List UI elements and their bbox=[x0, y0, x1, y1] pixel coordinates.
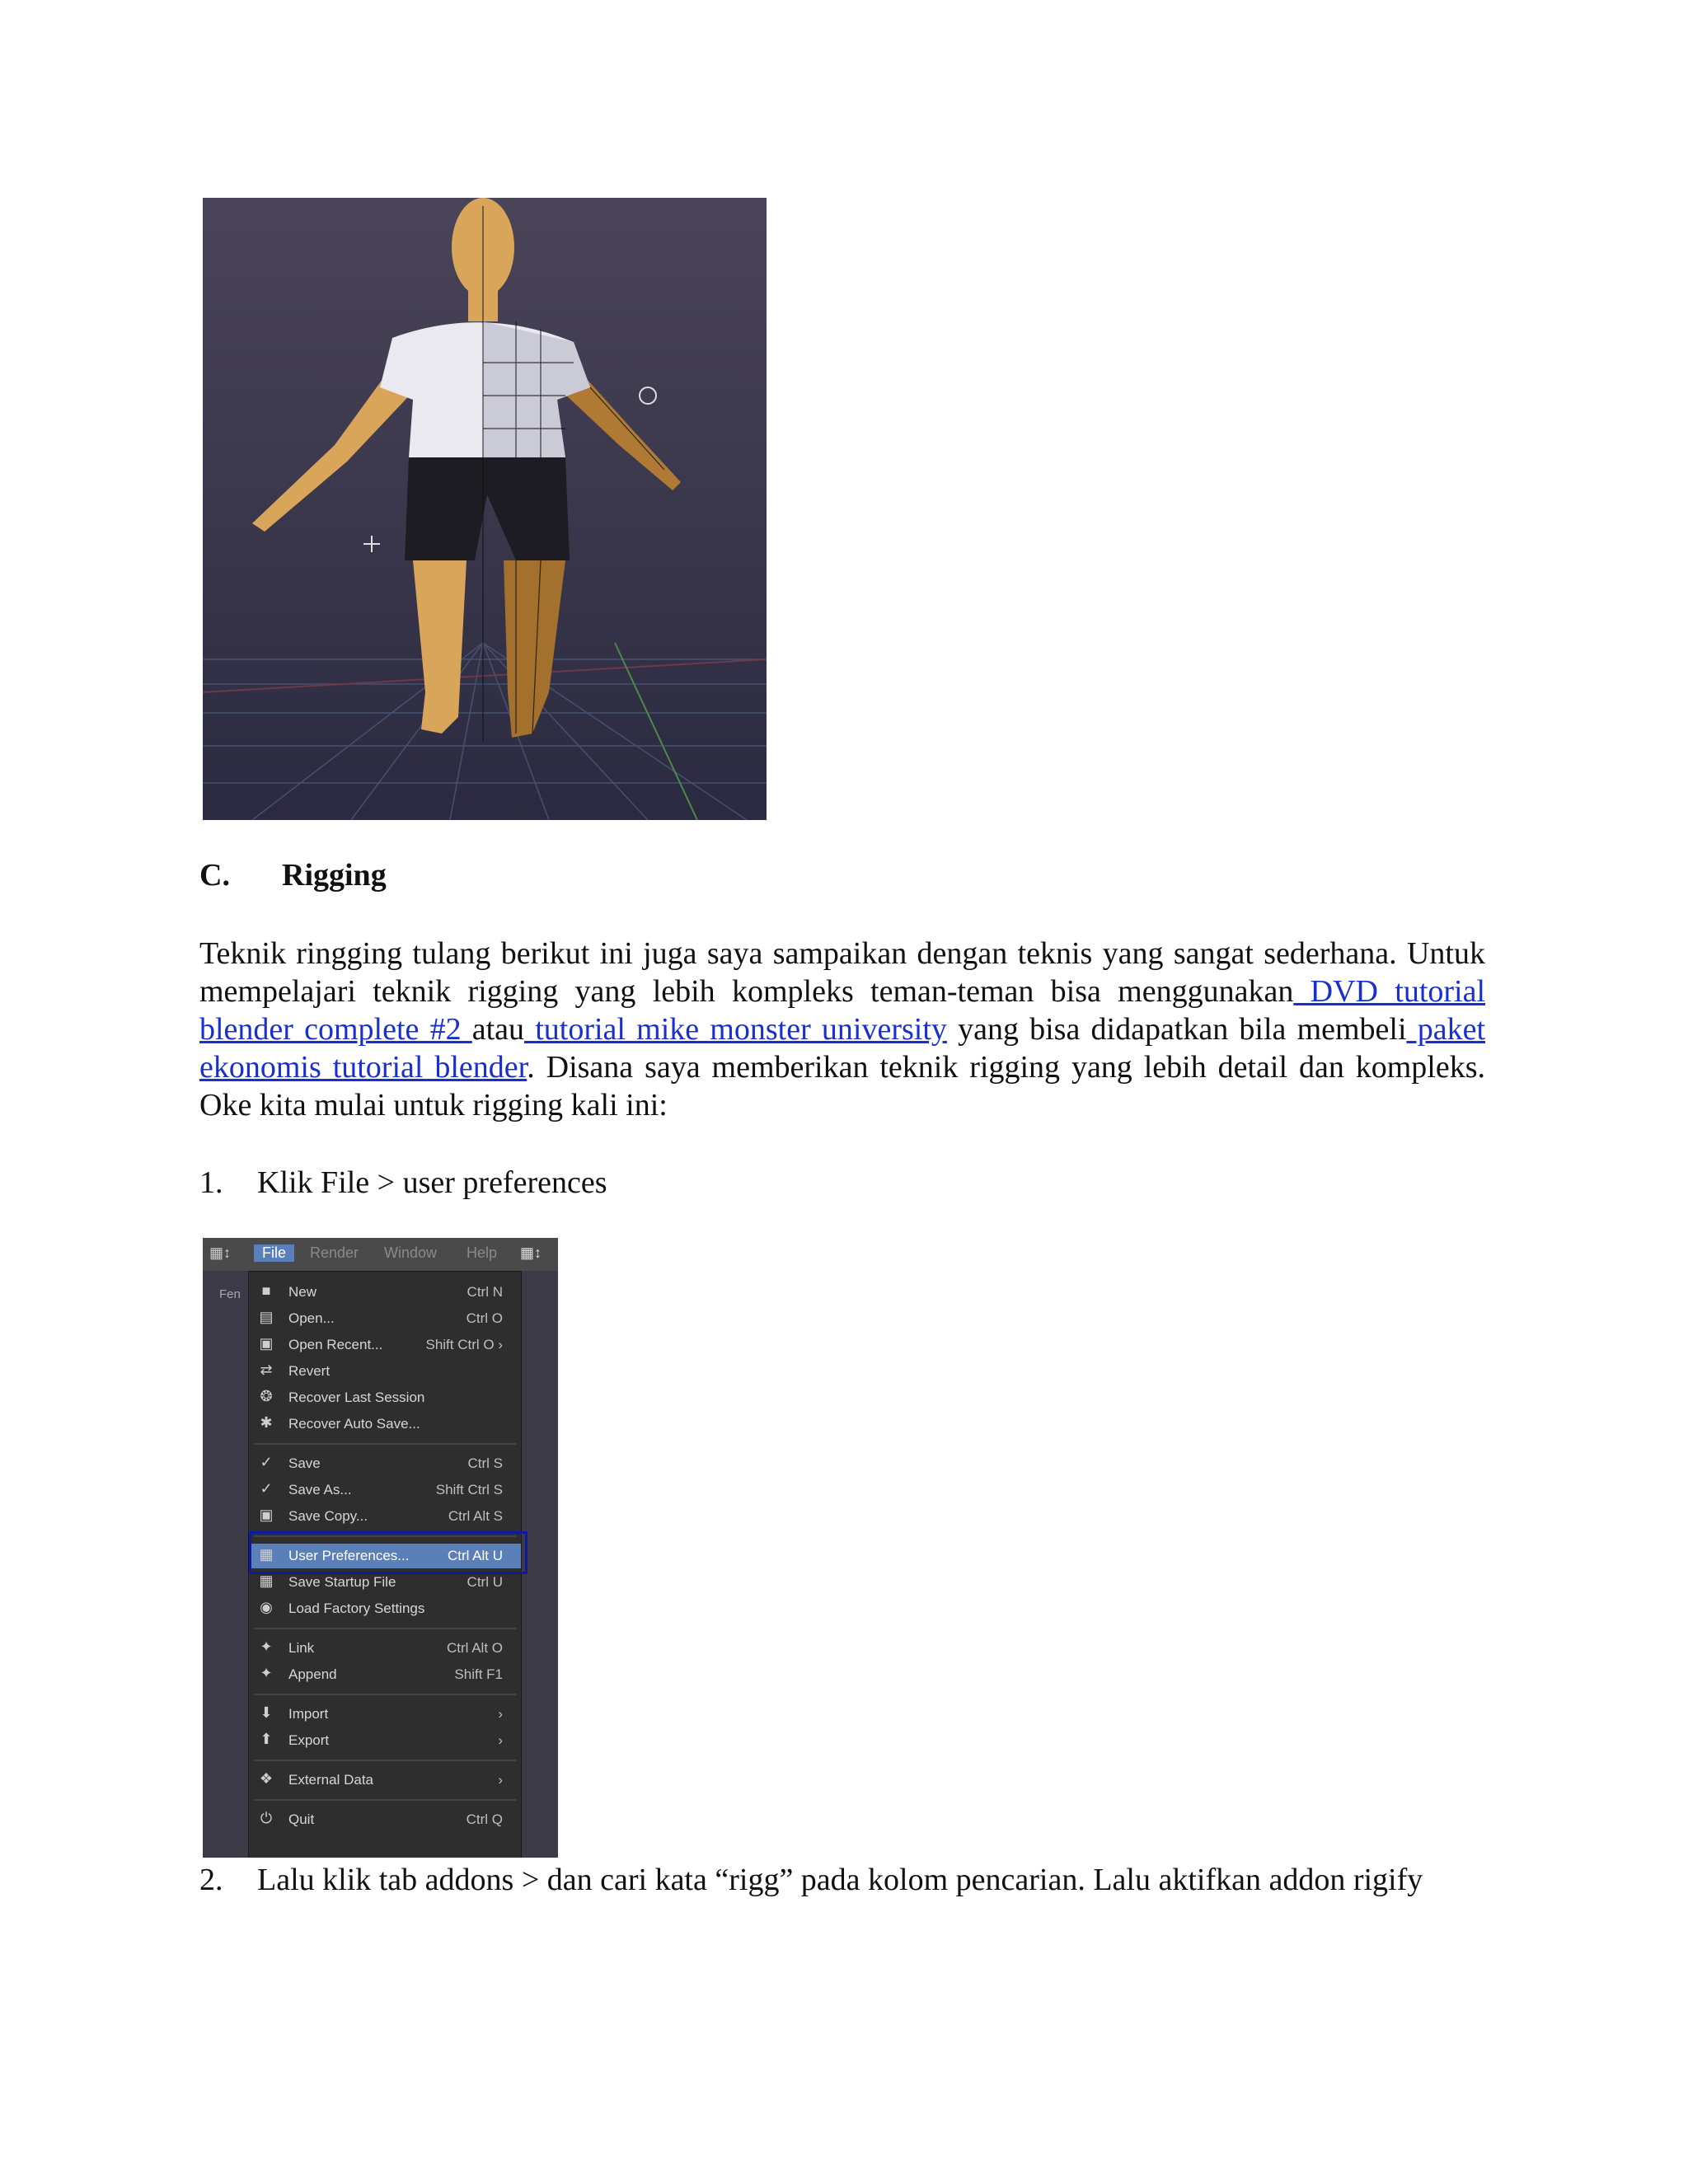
menu-item-label: Open Recent... bbox=[288, 1337, 383, 1352]
menu-item-shortcut: Ctrl Q bbox=[466, 1811, 503, 1827]
menu-item-shortcut: Ctrl U bbox=[467, 1574, 503, 1590]
menu-item-shortcut: Ctrl Alt O bbox=[446, 1640, 503, 1656]
recover-icon: ❂ bbox=[260, 1388, 273, 1404]
recover-auto-icon: ✱ bbox=[260, 1414, 273, 1431]
menu-separator bbox=[254, 1694, 516, 1695]
menu-item-export[interactable] bbox=[249, 1728, 521, 1753]
menu-item-label: Save As... bbox=[288, 1482, 352, 1497]
menu-item-shortcut: Ctrl N bbox=[467, 1284, 503, 1300]
menu-window[interactable]: Window bbox=[384, 1244, 438, 1261]
new-icon: ■ bbox=[261, 1282, 271, 1299]
menu-item-shortcut: › bbox=[498, 1732, 503, 1748]
menu-item-label: Revert bbox=[288, 1363, 331, 1379]
character-figure bbox=[203, 198, 767, 820]
quit-icon: ⏻ bbox=[260, 1810, 273, 1826]
step-2 bbox=[199, 1861, 1423, 1899]
editor-type-icon[interactable]: ▦↕ bbox=[209, 1244, 232, 1261]
file-menu-screenshot bbox=[203, 1238, 558, 1858]
menu-item-label: Open... bbox=[288, 1310, 335, 1326]
menu-item-append[interactable] bbox=[249, 1662, 521, 1687]
menu-item-shortcut: › bbox=[498, 1772, 503, 1788]
preferences-icon: ▦ bbox=[259, 1546, 274, 1563]
save-icon: ✓ bbox=[260, 1454, 273, 1470]
menu-item-save-as[interactable] bbox=[249, 1478, 521, 1502]
character-render bbox=[203, 198, 767, 820]
menu-separator bbox=[254, 1799, 516, 1801]
menu-item-shortcut: Ctrl S bbox=[467, 1455, 503, 1471]
menu-item-import[interactable] bbox=[249, 1702, 521, 1727]
menu-item-label: Save Copy... bbox=[288, 1508, 368, 1524]
menu-item-label: User Preferences... bbox=[288, 1548, 410, 1563]
external-data-icon: ❖ bbox=[259, 1770, 274, 1787]
save-copy-icon: ▣ bbox=[259, 1507, 274, 1523]
menu-item-recover-last-session[interactable] bbox=[249, 1385, 521, 1410]
step-number: 2. bbox=[199, 1863, 223, 1897]
menu-item-save[interactable] bbox=[249, 1451, 521, 1476]
mike-monster-link[interactable]: tutorial mike monster university bbox=[524, 1012, 947, 1047]
menu-item-label: Recover Auto Save... bbox=[288, 1416, 420, 1432]
section-title: Rigging bbox=[282, 858, 387, 893]
intro-text-3: yang bisa didapatkan bila membeli bbox=[946, 1012, 1407, 1047]
menu-item-label: Load Factory Settings bbox=[288, 1601, 425, 1616]
menu-item-new[interactable] bbox=[249, 1280, 521, 1305]
menu-item-shortcut: › bbox=[498, 1706, 503, 1722]
menu-item-open-recent[interactable] bbox=[249, 1333, 521, 1357]
open-icon: ▤ bbox=[259, 1309, 274, 1325]
highlight-box bbox=[249, 1531, 528, 1574]
menu-item-load-factory-settings[interactable] bbox=[249, 1596, 521, 1621]
menu-help[interactable]: Help bbox=[467, 1244, 498, 1261]
menu-item-shortcut: Shift Ctrl O › bbox=[425, 1337, 503, 1352]
menu-item-shortcut: Shift F1 bbox=[454, 1666, 503, 1682]
menu-separator bbox=[254, 1628, 516, 1629]
intro-text-1: Teknik ringging tulang berikut ini juga saya sampaikan dengan teknis yang sangat sederhana. Untuk mempelajari teknik rigging yang lebih kompleks teman-teman bisa menggunakan bbox=[199, 936, 1485, 1009]
export-icon: ⬆ bbox=[260, 1731, 273, 1747]
side-label: Fen bbox=[219, 1287, 241, 1301]
open-recent-icon: ▣ bbox=[259, 1335, 274, 1352]
menu-item-label: Import bbox=[288, 1706, 329, 1722]
dvd-tutorial-link[interactable]: DVD tutorial blender complete #2 bbox=[199, 974, 1486, 1047]
menu-item-label: New bbox=[288, 1284, 317, 1300]
menu-item-label: Save bbox=[288, 1455, 321, 1471]
link-icon: ✦ bbox=[260, 1638, 273, 1655]
factory-icon: ◉ bbox=[260, 1599, 273, 1615]
intro-text-4: . Disana saya memberikan teknik rigging yang lebih detail dan kompleks. Oke kita mulai untuk rigging kali ini: bbox=[199, 1050, 1486, 1122]
menu-item-shortcut: Shift Ctrl S bbox=[435, 1482, 503, 1497]
menu-item-quit[interactable] bbox=[249, 1807, 521, 1832]
menu-item-shortcut: Ctrl O bbox=[466, 1310, 503, 1326]
menu-item-revert[interactable] bbox=[249, 1359, 521, 1384]
menu-item-open[interactable] bbox=[249, 1306, 521, 1331]
menu-separator bbox=[254, 1760, 516, 1761]
menu-item-save-copy[interactable] bbox=[249, 1504, 521, 1529]
step-text: Klik File > user preferences bbox=[257, 1165, 607, 1200]
menu-item-label: External Data bbox=[288, 1772, 373, 1788]
menu-item-external-data[interactable] bbox=[249, 1768, 521, 1793]
step-number: 1. bbox=[199, 1165, 223, 1200]
intro-paragraph bbox=[199, 935, 1485, 1124]
save-startup-icon: ▦ bbox=[259, 1572, 274, 1589]
paket-ekonomis-link[interactable]: paket ekonomis tutorial blender bbox=[199, 1012, 1485, 1085]
step-1 bbox=[199, 1164, 607, 1202]
menu-item-label: Export bbox=[288, 1732, 330, 1748]
menu-item-shortcut: Ctrl Alt U bbox=[447, 1548, 503, 1563]
step-text: Lalu klik tab addons > dan cari kata “rigg” pada kolom pencarian. Lalu aktifkan addon rigify bbox=[257, 1863, 1423, 1897]
revert-icon: ⇄ bbox=[260, 1361, 273, 1378]
menu-item-label: Recover Last Session bbox=[288, 1390, 425, 1405]
menu-item-label: Link bbox=[288, 1640, 315, 1656]
layout-icon[interactable]: ▦↕ bbox=[520, 1244, 542, 1261]
menu-item-link[interactable] bbox=[249, 1636, 521, 1661]
section-number: C. bbox=[199, 858, 230, 893]
menu-file[interactable]: File bbox=[254, 1244, 294, 1262]
section-heading bbox=[199, 857, 387, 893]
append-icon: ✦ bbox=[260, 1665, 273, 1681]
menu-render[interactable]: Render bbox=[310, 1244, 359, 1261]
intro-text-2: atau bbox=[471, 1012, 525, 1047]
menu-item-recover-auto-save[interactable] bbox=[249, 1412, 521, 1436]
menu-bar bbox=[203, 1238, 558, 1271]
menu-item-label: Save Startup File bbox=[288, 1574, 396, 1590]
menu-item-label: Quit bbox=[288, 1811, 315, 1827]
menu-item-shortcut: Ctrl Alt S bbox=[448, 1508, 503, 1524]
save-as-icon: ✓ bbox=[260, 1480, 273, 1497]
menu-separator bbox=[254, 1443, 516, 1445]
import-icon: ⬇ bbox=[260, 1704, 273, 1721]
menu-item-label: Append bbox=[288, 1666, 337, 1682]
